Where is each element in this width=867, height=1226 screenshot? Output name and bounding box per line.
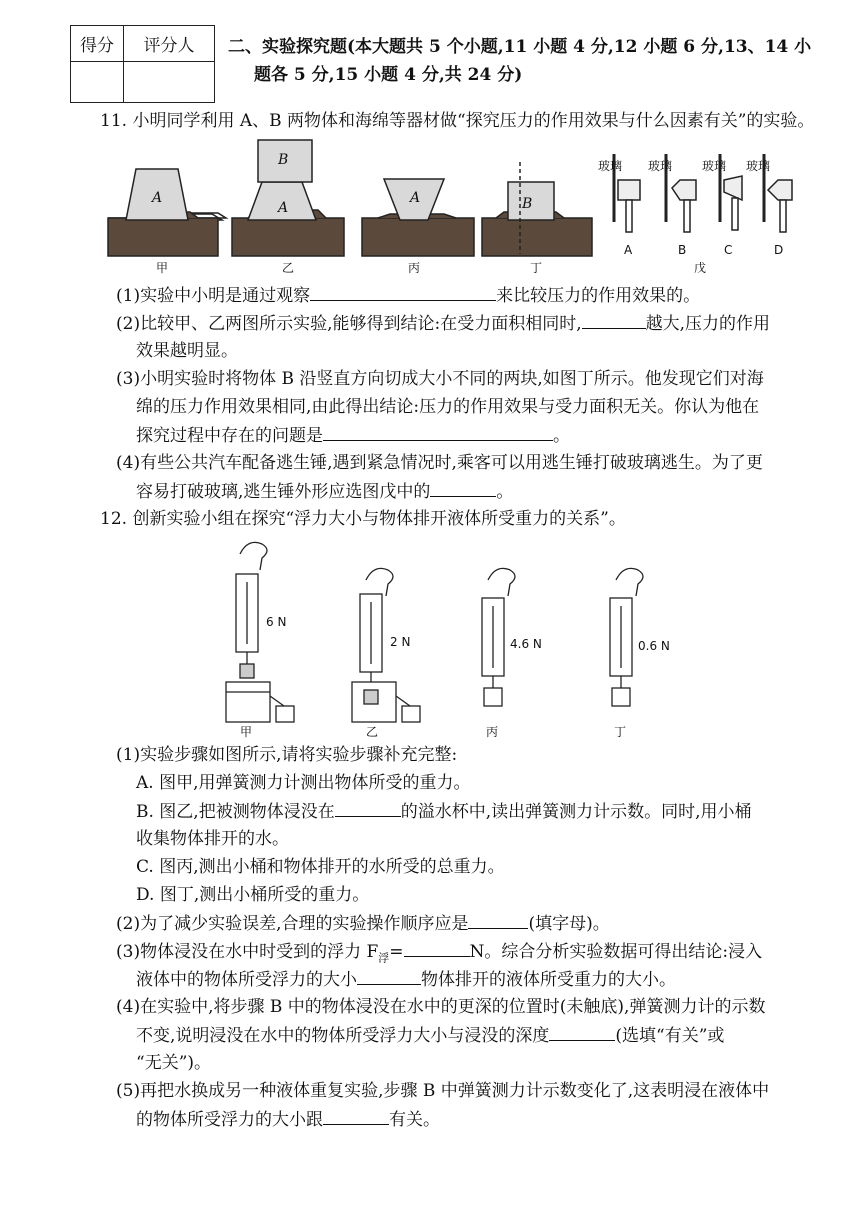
caption-yi: 乙 [366, 725, 379, 739]
score-label: 得分 [71, 26, 124, 62]
q12-p5-text2: 有关。 [389, 1110, 440, 1130]
reading-ding: 0.6 N [638, 639, 670, 653]
q11-p4-line1: (4)有些公共汽车配备逃生锤,遇到紧急情况时,乘客可以用逃生锤打破玻璃逃生。为了更 [116, 453, 763, 473]
q11-p4-blank[interactable] [430, 480, 496, 497]
reading-yi: 2 N [390, 635, 411, 649]
glass-label: 玻璃 [702, 159, 727, 173]
hammer-d [768, 180, 792, 200]
label-b: B [522, 196, 533, 212]
caption-bing: 丙 [408, 261, 421, 275]
q11-p4-text: 容易打破玻璃,逃生锤外形应选图戊中的 [136, 482, 431, 502]
q12-p3-blank2[interactable] [357, 968, 421, 985]
label-a: A [278, 200, 289, 216]
caption-ding: 丁 [530, 261, 543, 275]
section-heading-line2: 题各 5 分,15 小题 4 分,共 24 分) [254, 65, 523, 85]
reading-bing: 4.6 N [510, 637, 542, 651]
q11-p4-line2 [136, 480, 513, 503]
grader-cell[interactable] [124, 62, 215, 103]
q12-p3-eq: = [389, 942, 404, 962]
q12-p4-blank[interactable] [549, 1024, 615, 1041]
q12-step-a: A. 图甲,用弹簧测力计测出物体所受的重力。 [136, 773, 471, 793]
caption-bing: 丙 [486, 725, 499, 739]
q12-part3 [116, 940, 762, 969]
q12-p4-text2: (选填“有关”或 [615, 1026, 725, 1046]
q12-p3-text4: 物体排开的液体所受重力的大小。 [421, 970, 676, 990]
q11-p1-text: (1)实验中小明是通过观察 [116, 286, 311, 306]
hammer-b [672, 180, 696, 200]
q11-p3-line2: 绵的压力作用效果相同,由此得出结论:压力的作用效果与受力面积无关。你认为他在 [136, 397, 760, 417]
q11-p3-line1: (3)小明实验时将物体 B 沿竖直方向切成大小不同的两块,如图丁所示。他发现它们对海 [116, 369, 764, 389]
q11-p3-blank[interactable] [323, 424, 553, 441]
hammer-label-d: D [774, 243, 784, 257]
q12-p3-blank[interactable] [404, 940, 470, 957]
q11-p1-blank[interactable] [310, 284, 496, 301]
q12-step-d: D. 图丁,测出小桶所受的重力。 [136, 885, 370, 905]
hammer-label-b: B [678, 243, 687, 257]
q12-b-text2: 的溢水杯中,读出弹簧测力计示数。同时,用小桶 [400, 802, 752, 822]
q12-stem: 12. 创新实验小组在探究“浮力大小与物体排开液体所受重力的关系”。 [100, 509, 626, 529]
caption-yi: 乙 [282, 261, 295, 275]
q12-b-text: B. 图乙,把被测物体浸没在 [136, 802, 335, 822]
label-a: A [410, 190, 421, 206]
q12-b-blank[interactable] [335, 800, 401, 817]
q12-part2 [116, 912, 610, 935]
label-a: A [152, 190, 163, 206]
q12-step-c: C. 图丙,测出小桶和物体排开的水所受的总重力。 [136, 857, 505, 877]
hammer-c [724, 176, 742, 200]
q12-p5-line2 [136, 1108, 440, 1131]
grader-label: 评分人 [124, 26, 215, 62]
q12-p3-sub: 浮 [378, 951, 390, 965]
q12-p3-line2 [136, 968, 676, 991]
label-b: B [278, 152, 289, 168]
q12-p3-text: (3)物体浸没在水中时受到的浮力 F [116, 942, 379, 962]
q12-figure [220, 532, 680, 740]
q12-p4-line2 [136, 1024, 724, 1047]
q11-p1-text2: 来比较压力的作用效果的。 [496, 286, 701, 306]
caption-jia: 甲 [240, 725, 253, 739]
glass-label: 玻璃 [648, 159, 673, 173]
score-box [70, 25, 215, 103]
q11-p2-cont: 效果越明显。 [136, 341, 238, 361]
q11-part1 [116, 284, 700, 307]
q11-p2-text2: 越大,压力的作用 [645, 314, 771, 334]
q12-p5-blank[interactable] [323, 1108, 389, 1125]
q11-p2-text: (2)比较甲、乙两图所示实验,能够得到结论:在受力面积相同时, [116, 314, 582, 334]
q12-p2-text2: (填字母)。 [528, 914, 610, 934]
q11-p3-line3 [136, 424, 570, 447]
q11-figure [100, 136, 820, 276]
q12-p4-line3: “无关”)。 [136, 1053, 212, 1073]
glass-label: 玻璃 [598, 159, 623, 173]
q11-p2-blank[interactable] [582, 312, 646, 329]
q12-p4-line1: (4)在实验中,将步骤 B 中的物体浸没在水中的更深的位置时(未触底),弹簧测力计的示数 [116, 997, 766, 1017]
hammer-label-c: C [724, 243, 733, 257]
q11-p4-end: 。 [496, 482, 514, 502]
q12-p2-blank[interactable] [468, 912, 528, 929]
caption-jia: 甲 [156, 261, 169, 275]
q12-p5-line1: (5)再把水换成另一种液体重复实验,步骤 B 中弹簧测力计示数变化了,这表明浸在液体中 [116, 1081, 770, 1101]
hammer-label-a: A [624, 243, 633, 257]
q11-p3-text: 探究过程中存在的问题是 [136, 426, 323, 446]
q12-step-b [136, 800, 752, 823]
q12-p5-text: 的物体所受浮力的大小跟 [136, 1110, 323, 1130]
score-cell[interactable] [71, 62, 124, 103]
caption-wu: 戊 [694, 261, 707, 275]
q12-p2-text: (2)为了减少实验误差,合理的实验操作顺序应是 [116, 914, 469, 934]
reading-jia: 6 N [266, 615, 287, 629]
hammer-a [618, 180, 640, 200]
q11-stem: 11. 小明同学利用 A、B 两物体和海绵等器材做“探究压力的作用效果与什么因素有关”的实验。 [100, 111, 815, 131]
q12-p4-text: 不变,说明浸没在水中的物体所受浮力大小与浸没的深度 [136, 1026, 550, 1046]
q12-p3-text3: 液体中的物体所受浮力的大小 [136, 970, 357, 990]
caption-ding: 丁 [614, 725, 627, 739]
q12-p1: (1)实验步骤如图所示,请将实验步骤补充完整: [116, 745, 458, 765]
q11-p3-end: 。 [553, 426, 570, 446]
section-heading-line1: 二、实验探究题(本大题共 5 个小题,11 小题 4 分,12 小题 6 分,13、14 小 [228, 37, 812, 57]
glass-label: 玻璃 [746, 159, 771, 173]
q11-part2 [116, 312, 770, 335]
q12-p3-text2: N。综合分析实验数据可得出结论:浸入 [469, 942, 763, 962]
q12-step-b-cont: 收集物体排开的水。 [136, 829, 289, 849]
